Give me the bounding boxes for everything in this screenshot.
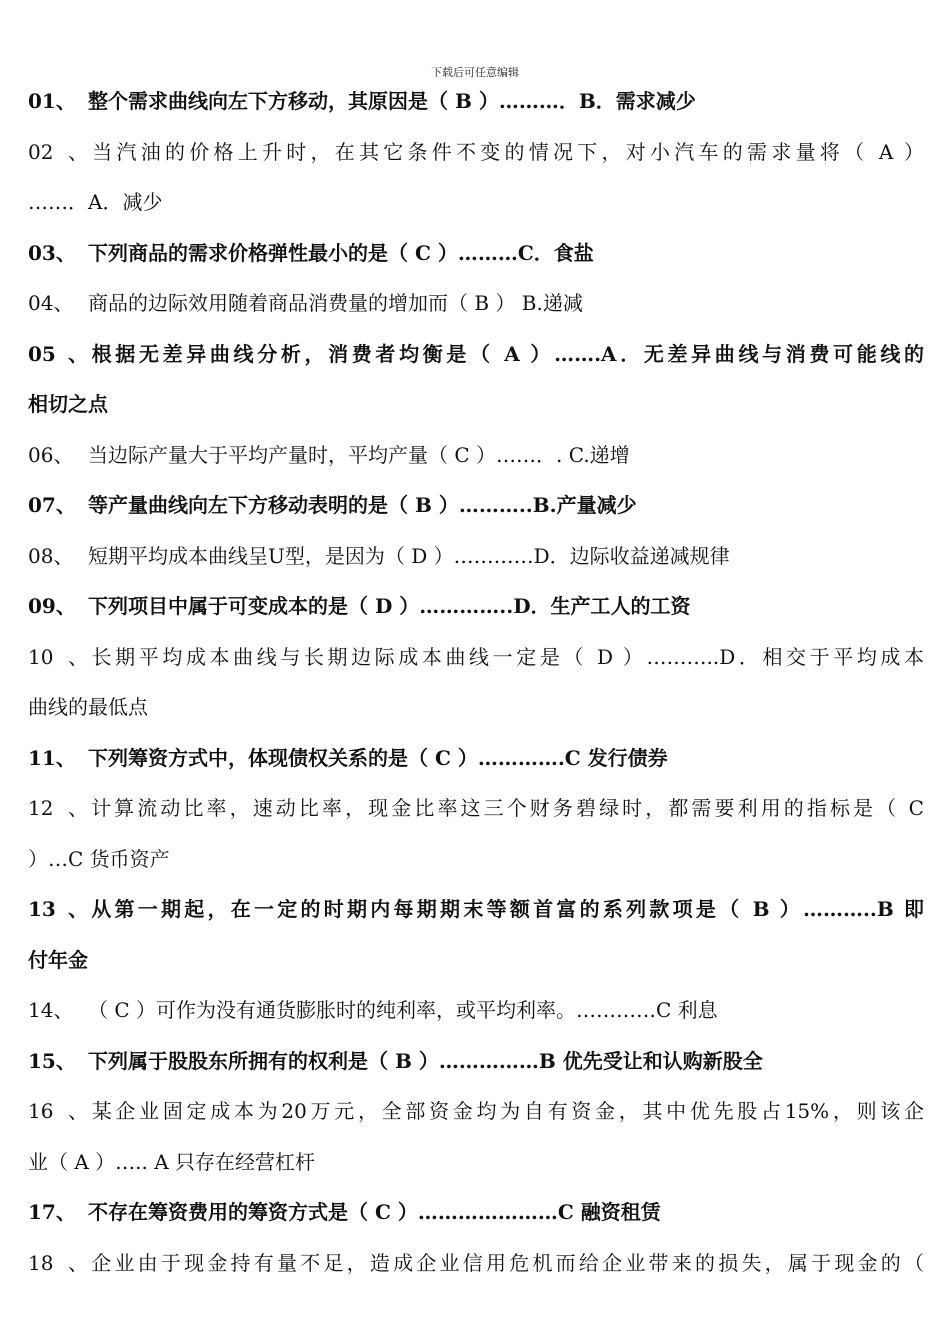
- question-number: 10、: [28, 644, 88, 669]
- question-text: ）…C 货币资产: [28, 846, 170, 871]
- document-line: [28, 379, 924, 430]
- document-line: [28, 76, 924, 127]
- document-line: [28, 228, 924, 279]
- question-number: 03、: [28, 240, 76, 265]
- question-text: 当边际产量大于平均产量时，平均产量（ C ）……．. C.递增: [88, 442, 630, 467]
- question-text: 计算流动比率，速动比率，现金比率这三个财务碧绿时，都需要利用的指标是（ C: [88, 796, 924, 820]
- question-number: 06、: [28, 442, 74, 467]
- document-line: [28, 632, 924, 683]
- question-number: 11、: [28, 745, 76, 770]
- document-line: [28, 935, 924, 986]
- question-text: （ C ）可作为没有通货膨胀时的纯利率，或平均利率。…………C 利息: [88, 998, 718, 1022]
- question-text: 根据无差异曲线分析，消费者均衡是（ A ）…….A．无差异曲线与消费可能线的: [88, 341, 924, 366]
- question-text: 等产量曲线向左下方移动表明的是（ B ）………..B.产量减少: [88, 493, 637, 517]
- question-number: 17、: [28, 1200, 76, 1224]
- question-number: 14、: [28, 998, 74, 1022]
- question-text: 不存在筹资费用的筹资方式是（ C ）…………………C 融资租赁: [88, 1200, 661, 1224]
- question-number: 16、: [28, 1099, 88, 1123]
- document-line: [28, 177, 924, 228]
- question-text: 某企业固定成本为20万元，全部资金均为自有资金，其中优先股占15%，则该企: [88, 1099, 924, 1123]
- question-text: 整个需求曲线向左下方移动，其原因是（ B ）………．B．需求减少: [88, 89, 696, 113]
- question-text: 长期平均成本曲线与长期边际成本曲线一定是（ D ）………..D．相交于平均成本: [88, 644, 924, 669]
- question-number: 04、: [28, 291, 74, 315]
- question-text: 下列项目中属于可变成本的是（ D ）…………..D．生产工人的工资: [88, 594, 691, 618]
- document-line: [28, 581, 924, 632]
- question-number: 08、: [28, 543, 74, 568]
- question-number: 09、: [28, 594, 76, 618]
- document-line: [28, 1036, 924, 1087]
- document-line: [28, 1086, 924, 1137]
- question-number: 13、: [28, 897, 88, 921]
- question-text: 下列筹资方式中，体现债权关系的是（ C ）………….C 发行债券: [88, 745, 668, 770]
- question-number: 07、: [28, 493, 76, 517]
- document-line: [28, 682, 924, 733]
- question-text: 下列商品的需求价格弹性最小的是（ C ）………C．食盐: [88, 240, 594, 265]
- question-text: 业（ A ）….. A 只存在经营杠杆: [28, 1149, 316, 1174]
- question-text: ……．A．减少: [28, 190, 163, 214]
- question-text: 付年金: [28, 947, 88, 972]
- document-line: [28, 329, 924, 380]
- document-line: [28, 834, 924, 885]
- document-line: [28, 531, 924, 582]
- document-line: [28, 278, 924, 329]
- question-number: 05、: [28, 341, 88, 366]
- question-text: 商品的边际效用随着商品消费量的增加而（ B ） B.递减: [88, 291, 583, 315]
- question-text: 相切之点: [28, 392, 108, 416]
- question-number: 12、: [28, 796, 88, 820]
- document-line: [28, 480, 924, 531]
- document-line: [28, 733, 924, 784]
- document-line: [28, 985, 924, 1036]
- document-line: [28, 1137, 924, 1188]
- document-body: [28, 76, 924, 1288]
- document-line: [28, 127, 924, 178]
- document-line: [28, 1238, 924, 1289]
- document-line: [28, 884, 924, 935]
- question-text: 短期平均成本曲线呈U型，是因为（ D ）…………D．边际收益递减规律: [88, 543, 730, 568]
- question-text: 曲线的最低点: [28, 695, 148, 719]
- header-note: 下载后可任意编辑: [431, 66, 519, 79]
- question-text: 从第一期起，在一定的时期内每期期末等额首富的系列款项是（ B ）………..B 即: [88, 897, 924, 921]
- question-number: 18、: [28, 1250, 88, 1275]
- question-number: 15、: [28, 1048, 76, 1073]
- question-number: 01、: [28, 89, 76, 113]
- question-number: 02、: [28, 139, 88, 164]
- document-line: [28, 1187, 924, 1238]
- question-text: 当汽油的价格上升时，在其它条件不变的情况下，对小汽车的需求量将（ A ）: [88, 139, 924, 164]
- document-line: [28, 430, 924, 481]
- question-text: 下列属于股股东所拥有的权利是（ B ）……………B 优先受让和认购新股全: [88, 1048, 763, 1073]
- question-text: 企业由于现金持有量不足，造成企业信用危机而给企业带来的损失，属于现金的（: [88, 1250, 924, 1275]
- document-line: [28, 783, 924, 834]
